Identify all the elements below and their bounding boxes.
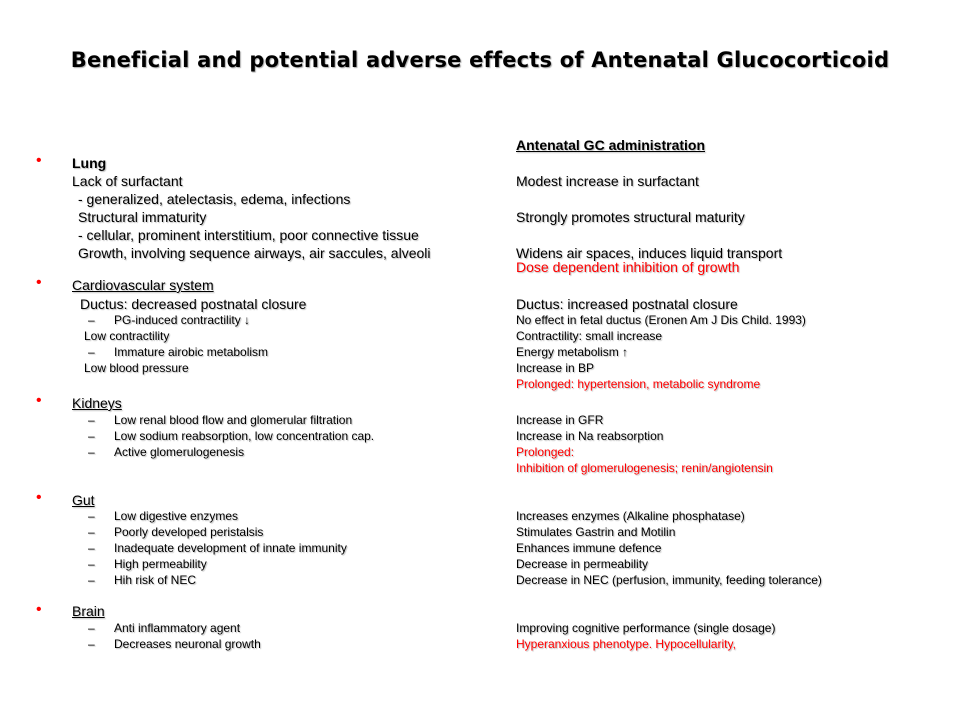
cardio-effect: Increase in BP: [516, 361, 595, 375]
bullet-icon: •: [36, 489, 42, 506]
brain-item: Decreases neuronal growth: [114, 637, 261, 651]
bullet-icon: •: [36, 392, 42, 409]
cardio-effect-adverse: Prolonged: hypertension, metabolic syndrome: [516, 377, 761, 391]
dash-icon: –: [88, 429, 95, 443]
cardio-item: Immature airobic metabolism: [114, 345, 269, 359]
gut-item: Hih risk of NEC: [114, 573, 197, 587]
dash-icon: –: [88, 413, 95, 427]
cardio-effect: Ductus: increased postnatal closure: [516, 296, 738, 312]
gut-effect: Decrease in NEC (perfusion, immunity, feeding tolerance): [516, 573, 822, 587]
bullet-icon: •: [36, 274, 42, 291]
gut-item: Low digestive enzymes: [114, 509, 239, 523]
dash-icon: –: [88, 445, 95, 459]
lung-item: Growth, involving sequence airways, air saccules, alveoli: [78, 245, 431, 261]
brain-item: Anti inflammatory agent: [114, 621, 241, 635]
gut-item: High permeability: [114, 557, 207, 571]
lung-item: Lack of surfactant: [72, 173, 183, 189]
lung-effect: Strongly promotes structural maturity: [516, 209, 745, 225]
lung-effect-adverse: Dose dependent inhibition of growth: [516, 259, 740, 275]
dash-icon: –: [88, 313, 95, 327]
kidneys-effect-adverse: Inhibition of glomerulogenesis; renin/angiotensin: [516, 461, 773, 475]
bullet-icon: •: [36, 152, 42, 169]
dash-icon: –: [88, 541, 95, 555]
right-column-header: Antenatal GC administration: [516, 137, 706, 153]
lung-effect: Modest increase in surfactant: [516, 173, 699, 189]
brain-effect: Improving cognitive performance (single dosage): [516, 621, 776, 635]
kidneys-item: Active glomerulogenesis: [114, 445, 245, 459]
dash-icon: –: [88, 345, 95, 359]
dash-icon: –: [88, 573, 95, 587]
cardio-item: Ductus: decreased postnatal closure: [80, 296, 307, 312]
gut-effect: Increases enzymes (Alkaline phosphatase): [516, 509, 745, 523]
gut-heading: Gut: [72, 492, 95, 508]
gut-effect: Enhances immune defence: [516, 541, 662, 555]
cardio-effect: Energy metabolism ↑: [516, 345, 629, 359]
kidneys-item: Low renal blood flow and glomerular filtration: [114, 413, 353, 427]
lung-item: - generalized, atelectasis, edema, infections: [78, 191, 351, 207]
dash-icon: –: [88, 509, 95, 523]
cardio-item: PG-induced contractility ↓: [114, 313, 251, 327]
lung-effect: Widens air spaces, induces liquid transport: [516, 245, 783, 261]
cardio-effect: Contractility: small increase: [516, 329, 663, 343]
kidneys-effect: Increase in Na reabsorption: [516, 429, 664, 443]
cardio-item: Low contractility: [84, 329, 170, 343]
lung-item: Structural immaturity: [78, 209, 207, 225]
cardio-effect: No effect in fetal ductus (Eronen Am J Dis Child. 1993): [516, 313, 806, 327]
kidneys-heading: Kidneys: [72, 395, 122, 411]
kidneys-effect: Increase in GFR: [516, 413, 604, 427]
gut-effect: Decrease in permeability: [516, 557, 649, 571]
dash-icon: –: [88, 525, 95, 539]
cardio-item: Low blood pressure: [84, 361, 189, 375]
brain-effect-adverse: Hyperanxious phenotype. Hypocellularity,: [516, 637, 736, 651]
dash-icon: –: [88, 557, 95, 571]
gut-item: Inadequate development of innate immunity: [114, 541, 347, 555]
dash-icon: –: [88, 621, 95, 635]
lung-item: - cellular, prominent interstitium, poor connective tissue: [78, 227, 419, 243]
gut-item: Poorly developed peristalsis: [114, 525, 264, 539]
brain-heading: Brain: [72, 603, 105, 619]
gut-effect: Stimulates Gastrin and Motilin: [516, 525, 676, 539]
bullet-icon: •: [36, 601, 42, 618]
lung-heading: Lung: [72, 155, 107, 171]
slide-title: Beneficial and potential adverse effects of Antenatal Glucocorticoid: [70, 48, 890, 72]
kidneys-effect-adverse: Prolonged:: [516, 445, 575, 459]
kidneys-item: Low sodium reabsorption, low concentration cap.: [114, 429, 375, 443]
dash-icon: –: [88, 637, 95, 651]
cardio-heading: Cardiovascular system: [72, 277, 214, 293]
